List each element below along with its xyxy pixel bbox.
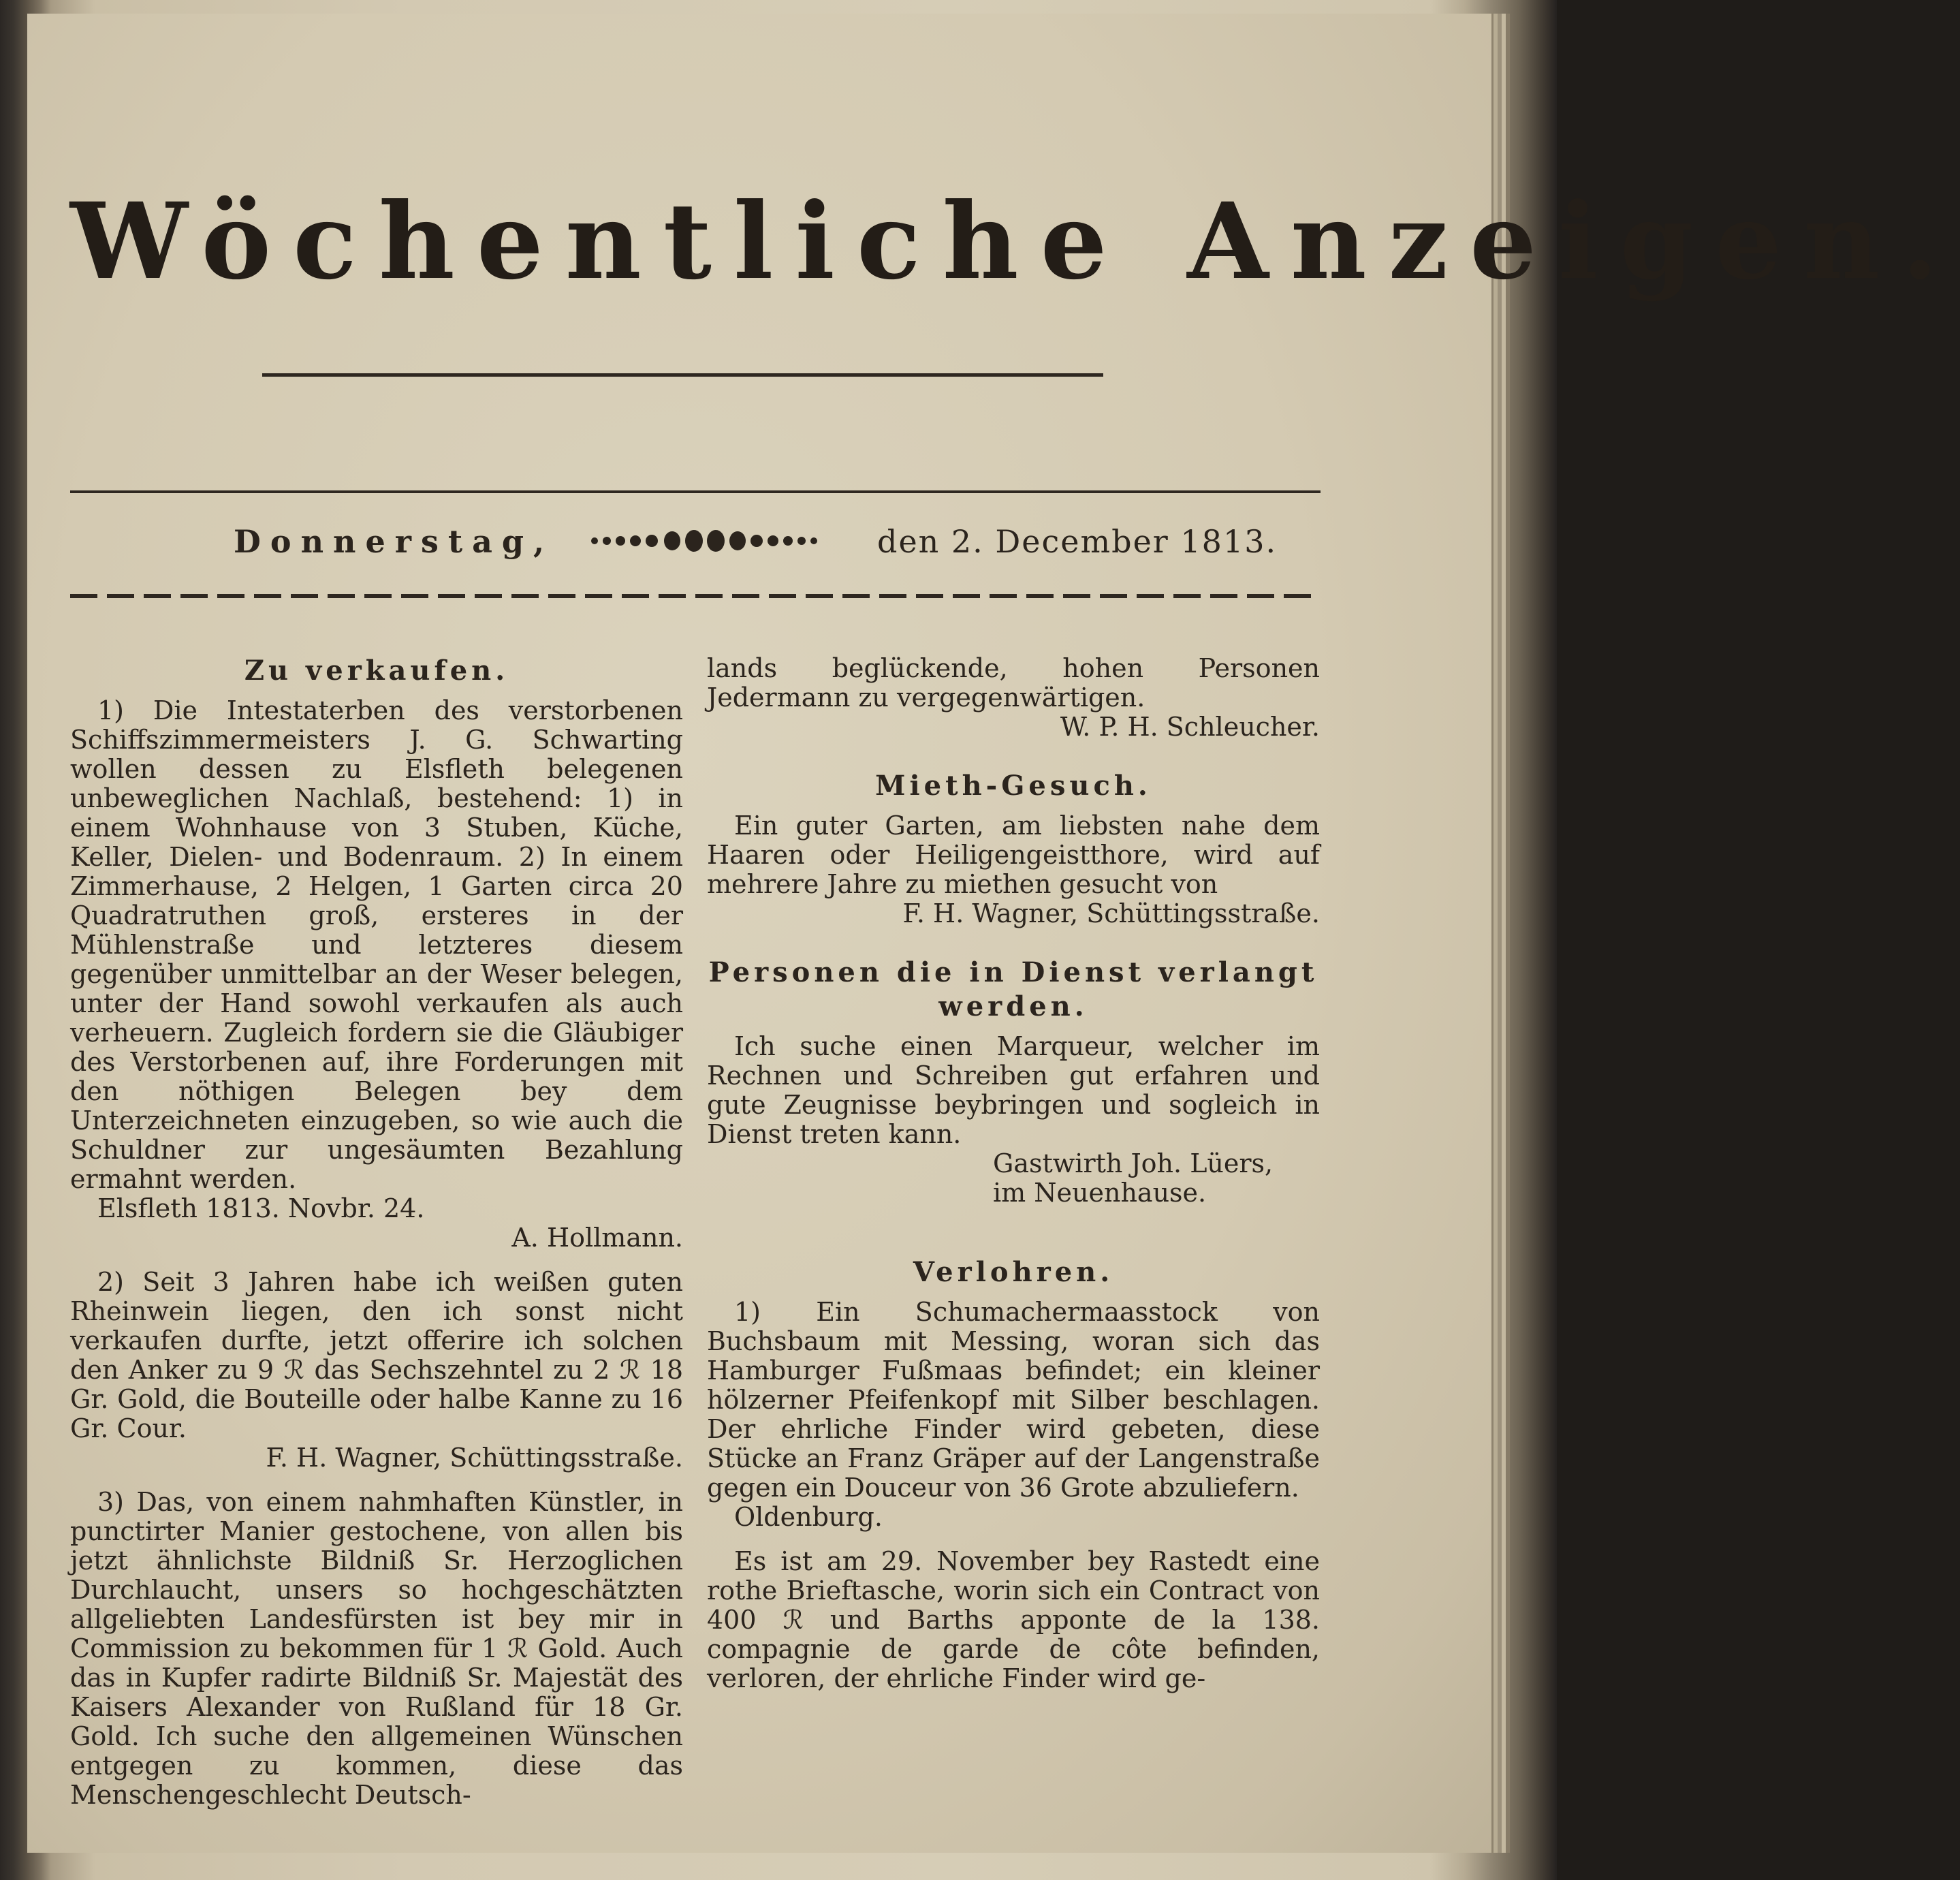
- notice-signature-neuenhause: im Neuenhause.: [993, 1178, 1207, 1208]
- masthead-title: Wöchentliche Anzeigen.: [70, 180, 1960, 303]
- notice-oldenburg: Oldenburg.: [734, 1502, 883, 1532]
- notice-place-date: Elsfleth 1813. Novbr. 24.: [97, 1193, 425, 1223]
- heading-zu-verkaufen: Zu verkaufen.: [244, 655, 509, 687]
- notice-maasstock: 1) Ein Schumachermaasstock von Buchsbaum mit Messing, woran sich das Hamburger Fußmaas befindet; ein kleiner hölzerner Pfeifenkopf mit Silber beschlagen. Der ehrliche Finder wird gebeten, diese Stücke an Franz Gräper auf der Langenstraße gegen ein Douceur von 36 Grote abzuliefern.: [707, 1297, 1320, 1503]
- notice-signature-lueers: Gastwirth Joh. Lüers,: [993, 1148, 1274, 1178]
- notice-schwarting-estate: 1) Die Intestaterben des verstorbenen Schiffszimmermeisters J. G. Schwarting wollen dessen zu Elsfleth belegenen unbeweglichen Nachlaß, bestehend: 1) in einem Wohnhause von 3 Stuben, Küche, Keller, Dielen- und Bodenraum. 2) In einem Zimmerhause, 2 Helgen, 1 Garten circa 20 Quadratruthen groß, ersteres in der Mühlenstraße und letzteres diesem gegenüber unmittelbar an der Weser belegen, unter der Hand sowohl verkaufen als auch verheuern. Zugleich fordern sie die Gläubiger des Verstorbenen auf, ihre Forderungen mit den nöthigen Belegen bey dem Unterzeichneten einzugeben, so wie auch die Schuldner zur ungesäumten Bezahlung ermahnt werden.: [70, 695, 683, 1194]
- heading-verlohren: Verlohren.: [913, 1256, 1114, 1288]
- notice-marqueur: Ich suche einen Marqueur, welcher im Rechnen und Schreiben gut erfahren und gute Zeugnisse beybringen und sogleich in Dienst treten kann.: [707, 1031, 1320, 1149]
- dateline-date: den 2. December 1813.: [877, 523, 1278, 560]
- notice-continuation: lands beglückende, hohen Personen Jedermann zu vergegenwärtigen.: [707, 653, 1320, 712]
- notice-brieftasche: Es ist am 29. November bey Rastedt eine rothe Brieftasche, worin sich ein Contract von 400 ℛ und Barths apponte de la 138. compagnie de garde de côte befinden, verloren, der ehrliche Finder wird ge-: [707, 1546, 1320, 1693]
- notice-rheinwein: 2) Seit 3 Jahren habe ich weißen guten Rheinwein liegen, den ich sonst nicht verkaufen durfte, jetzt offerire ich solchen den Anker zu 9 ℛ das Sechszehntel zu 2 ℛ 18 Gr. Gold, die Bouteille oder halbe Kanne zu 16 Gr. Cour.: [70, 1267, 683, 1443]
- ornament-divider-icon: [588, 525, 819, 557]
- notice-signature-wagner-2: F. H. Wagner, Schüttingsstraße.: [902, 898, 1320, 928]
- dateline: [70, 521, 1321, 562]
- notice-signature-wagner: F. H. Wagner, Schüttingsstraße.: [266, 1443, 683, 1473]
- notice-bildniss: 3) Das, von einem nahmhaften Künstler, in punctirter Manier gestochene, von allen bis jetzt ähnlichste Bildniß Sr. Herzoglichen Durchlaucht, unsers so hochgeschätzten allgeliebten Landesfürsten ist bey mir in Commission zu bekommen für 1 ℛ Gold. Auch das in Kupfer radirte Bildniß Sr. Majestät des Kaisers Alexander von Rußland für 18 Gr. Gold. Ich suche den allgemeinen Wünschen entgegen zu kommen, diese das Menschengeschlecht Deutsch-: [70, 1487, 683, 1810]
- notice-signature-hollmann: A. Hollmann.: [511, 1223, 683, 1253]
- left-column: [70, 654, 683, 1810]
- dateline-weekday: Donnerstag,: [234, 523, 554, 560]
- masthead-rule: [262, 373, 1103, 377]
- newspaper-page: [27, 14, 1960, 1853]
- notice-garten: Ein guter Garten, am liebsten nahe dem Haaren oder Heiligengeistthore, wird auf mehrere Jahre zu miethen gesucht von: [707, 811, 1320, 899]
- heading-mieth-gesuch: Mieth-Gesuch.: [875, 770, 1152, 802]
- dateline-top-rule: [70, 490, 1321, 493]
- notice-signature-schleucher: W. P. H. Schleucher.: [1060, 712, 1320, 742]
- dateline-dashed-rule: [70, 594, 1321, 598]
- right-column: [707, 654, 1320, 1693]
- heading-personen-dienst: Personen die in Dienst verlangt werden.: [708, 956, 1318, 1022]
